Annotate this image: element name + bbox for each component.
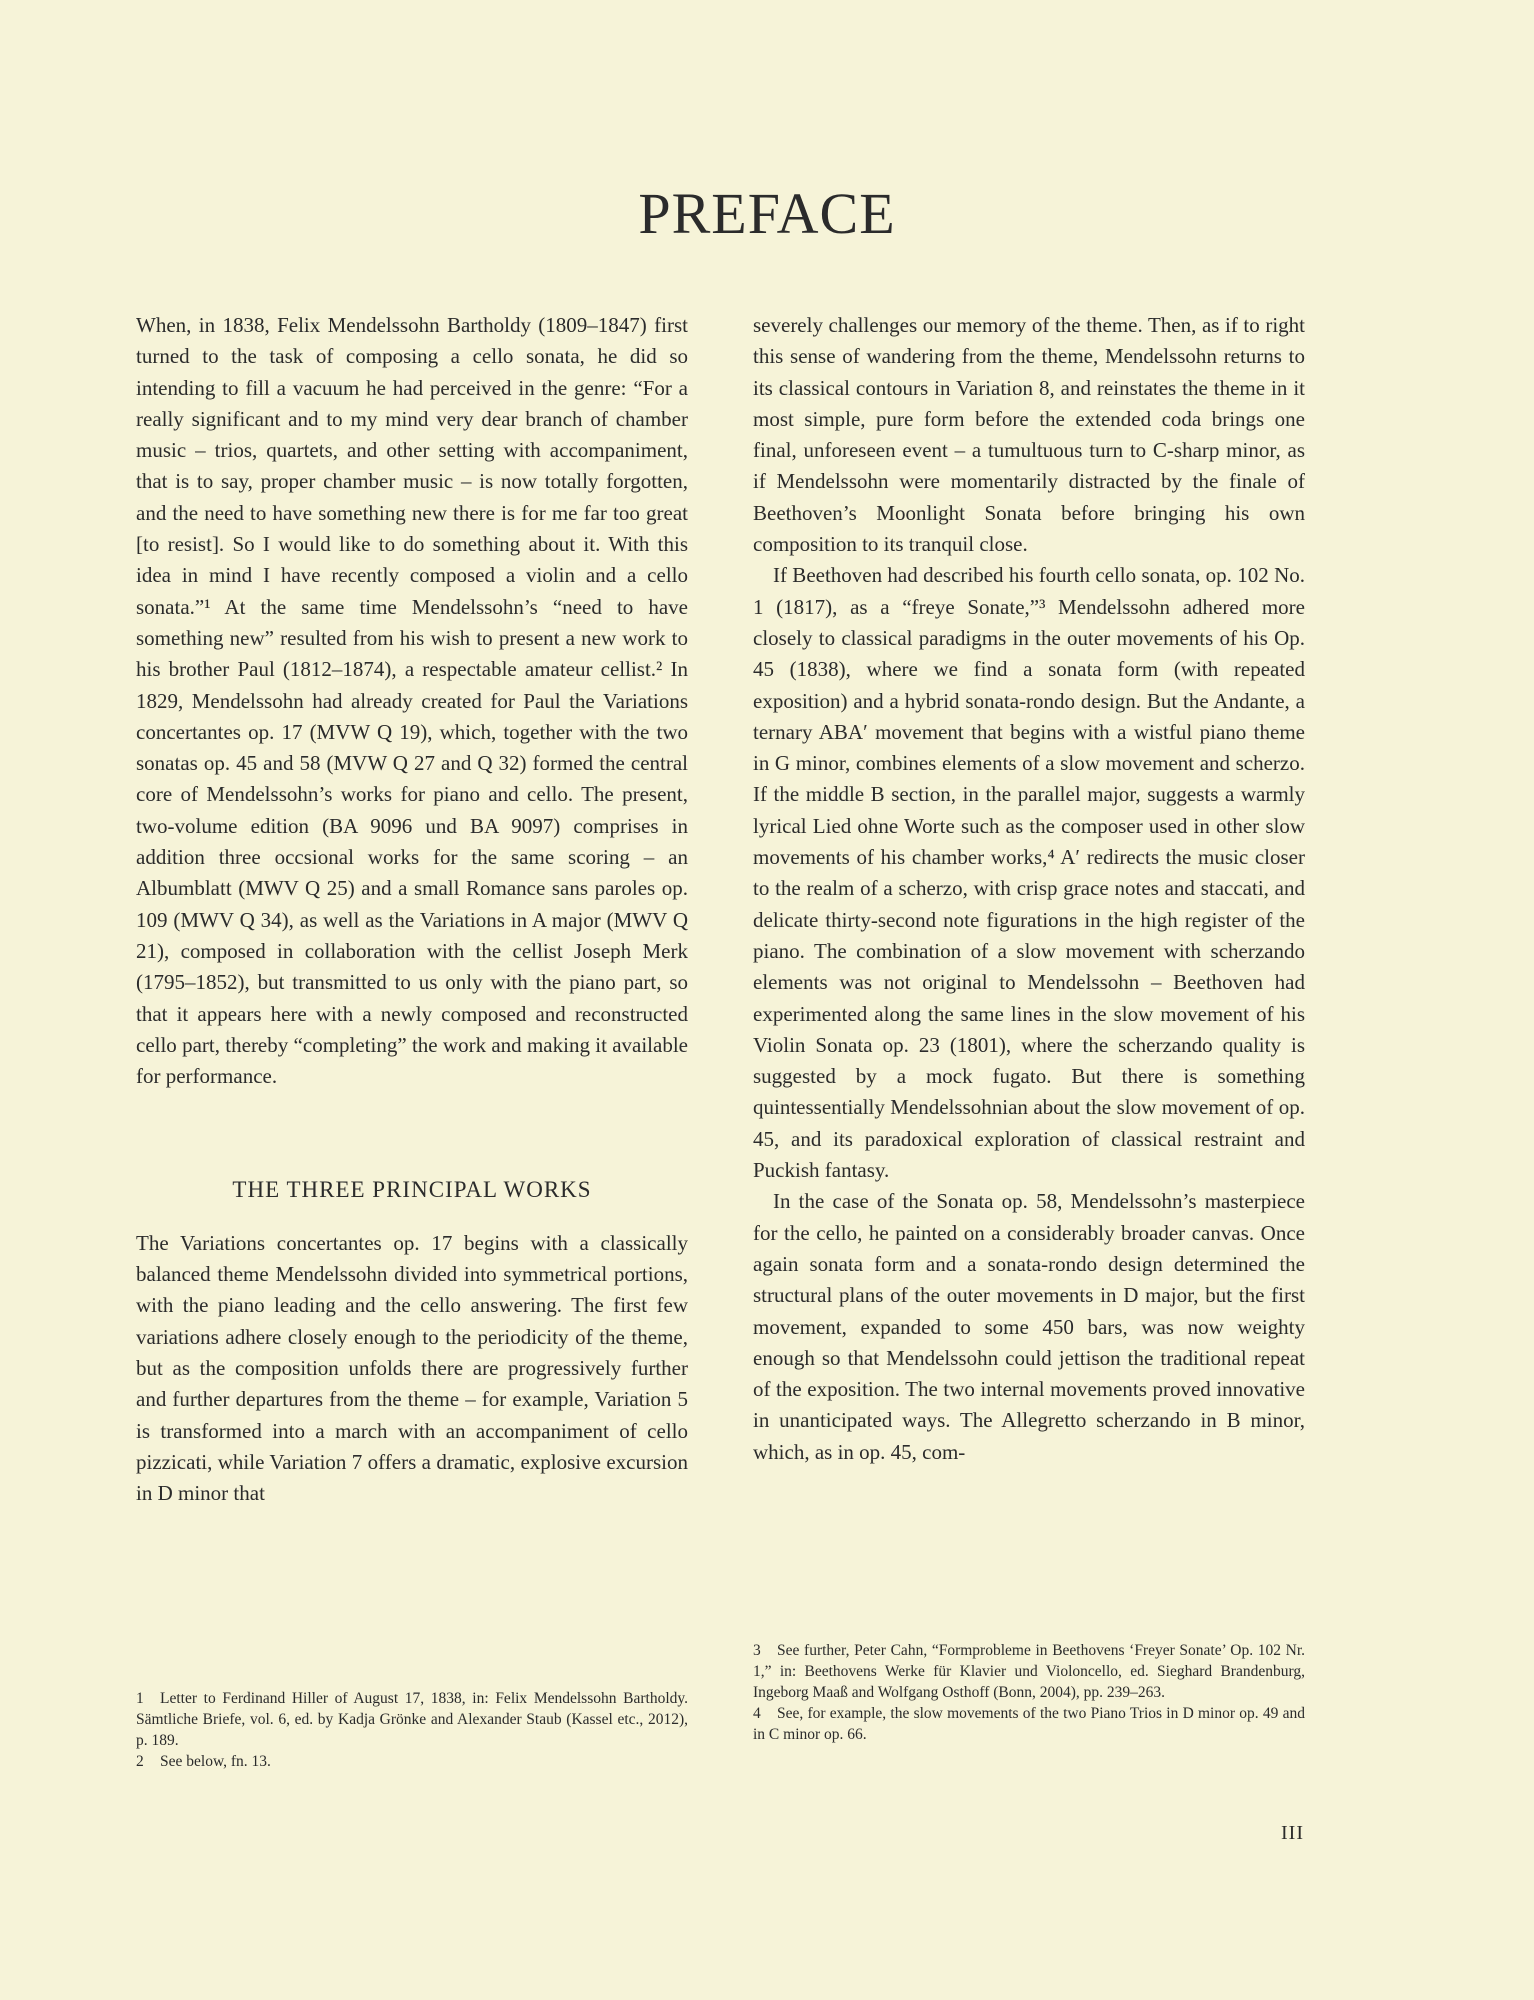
page-number: III (1281, 1822, 1304, 1844)
footnote (136, 1688, 688, 1751)
paragraph-continued: severely challenges our memory of the theme. Then, as if to right this sense of wandering from the theme, Mendelssohn returns to its classical contours in Variation 8, and reinstates the theme in it most simple, pure form before the extended coda brings one final, unforeseen event – a tumultuous turn to C-sharp minor, as if Mendelssohn were momentarily distracted by the finale of Beethoven’s Moonlight Sonata before bringing his own composition to its tranquil close. (753, 313, 1305, 557)
left-column (136, 310, 688, 1509)
footnote-text: See further, Peter Cahn, “Formprobleme in Beethovens ‘Freyer Sonate’ Op. 102 Nr. 1,” in: Beethovens Werke für Klavier und Violoncello, ed. Sieghard Brandenburg, Ingeborg Maaß and Wolfgang Osthoff (Bonn, 2004), pp. 239–263. (753, 1642, 1305, 1701)
footnote-text: See, for example, the slow movements of the two Piano Trios in D minor op. 49 and in C minor op. 66. (753, 1705, 1305, 1743)
footnotes-right (753, 1640, 1305, 1745)
footnote-number: 3 (753, 1642, 761, 1659)
footnote-text: See below, fn. 13. (160, 1753, 271, 1770)
footnote-number: 4 (753, 1705, 761, 1722)
section-heading: THE THREE PRINCIPAL WORKS (232, 1177, 592, 1203)
footnote (753, 1640, 1305, 1703)
right-column (753, 310, 1305, 1468)
footnote-number: 2 (136, 1753, 144, 1770)
footnotes-left (136, 1688, 688, 1772)
footnote (136, 1751, 688, 1772)
paragraph-variations: The Variations concertantes op. 17 begins with a classically balanced theme Mendelssohn divided into symmetrical portions, with the piano leading and the cello answering. The first few variations adhere closely enough to the periodicity of the theme, but as the composition unfolds there are progressively further and further departures from the theme – for example, Variation 5 is transformed into a march with an accompaniment of cello pizzicati, while Variation 7 offers a dramatic, explosive excursion in D minor that (136, 1230, 688, 1506)
paragraph-op58: In the case of the Sonata op. 58, Mendelssohn’s masterpiece for the cello, he painted on a considerably broader canvas. Once again sonata form and a sonata-rondo design determined the structural plans of the outer movements in D major, but the first movement, expanded to some 450 bars, was now weighty enough so that Mendelssohn could jettison the traditional repeat of the exposition. The two internal movements proved innovative in unanticipated ways. The Allegretto scherzando in B minor, which, as in op. 45, com- (753, 1189, 1305, 1464)
footnote-text: Letter to Ferdinand Hiller of August 17, 1838, in: Felix Mendelssohn Bartholdy. Sämtliche Briefe, vol. 6, ed. by Kadja Grönke and Alexander Staub (Kassel etc., 2012), p. 189. (136, 1690, 688, 1749)
footnote-number: 1 (136, 1690, 144, 1707)
paragraph-op45: If Beethoven had described his fourth cello sonata, op. 102 No. 1 (1817), as a “freye Sonate,”³ Mendelssohn adhered more closely to classical paradigms in the outer movements of his Op. 45 (1838), where we find a sonata form (with repeated exposition) and a hybrid sonata-rondo design. But the Andante, a ternary ABA′ movement that begins with a wistful piano theme in G minor, combines elements of a slow movement and scherzo. If the middle B section, in the parallel major, suggests a warmly lyrical Lied ohne Worte such as the composer used in other slow movements of his chamber works,⁴ A′ redirects the music closer to the realm of a scherzo, with crisp grace notes and staccati, and delicate thirty-second note figurations in the high register of the piano. The combination of a slow movement with scherzando elements was not original to Mendelssohn – Beethoven had experimented along the same lines in the slow movement of his Violin Sonata op. 23 (1801), where the scherzando quality is suggested by a mock fugato. But there is something quintessentially Mendelssohnian about the slow movement of op. 45, and its paradoxical exploration of classical restraint and Puckish fantasy. (753, 563, 1305, 1183)
paragraph-intro: When, in 1838, Felix Mendelssohn Bartholdy (1809–1847) first turned to the task of composing a cello sonata, he did so intending to fill a vacuum he had perceived in the genre: “For a really significant and to my mind very dear branch of chamber music – trios, quartets, and other setting with accompaniment, that is to say, proper chamber music – is now totally forgotten, and the need to have something new there is for me far too great [to resist]. So I would like to do something about it. With this idea in mind I have recently composed a violin and a cello sonata.”¹ At the same time Mendelssohn’s “need to have something new” resulted from his wish to present a new work to his brother Paul (1812–1874), a respectable amateur cellist.² In 1829, Mendelssohn had already created for Paul the Variations concertantes op. 17 (MVW Q 19), which, together with the two sonatas op. 45 and 58 (MVW Q 27 and Q 32) formed the central core of Mendelssohn’s works for piano and cello. The present, two-volume edition (BA 9096 und BA 9097) comprises in addition three occsional works for the same scoring – an Albumblatt (MWV Q 25) and a small Romance sans paroles op. 109 (MWV Q 34), as well as the Variations in A major (MWV Q 21), composed in collaboration with the cellist Joseph Merk (1795–1852), but transmitted to us only with the piano part, so that it appears here with a newly composed and reconstructed cello part, thereby “completing” the work and making it available for performance. (136, 313, 688, 1089)
page-title: PREFACE (638, 181, 896, 246)
footnote (753, 1703, 1305, 1745)
